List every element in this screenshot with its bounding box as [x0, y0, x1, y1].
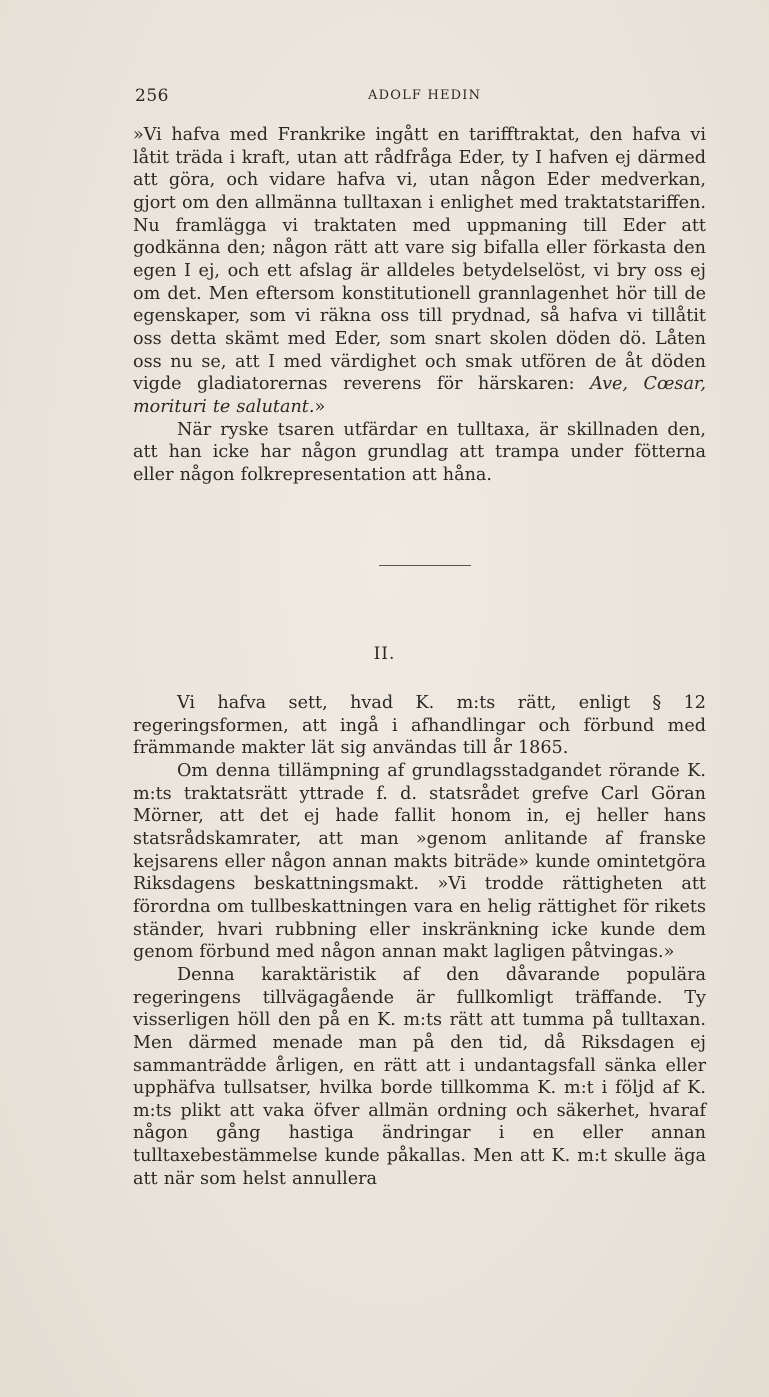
paragraph-morner: Om denna tillämpning af grundlagsstadgandet rörande K. m:ts traktatsrätt yttrade f. d. statsrådet grefve Carl Göran Mörner, att det ej hade fallit honom in, ej heller hans statsrådskamrater, att man »genom anlitande af franske kejsarens eller någon annan makts biträde» kunde omintetgöra Riksdagens beskattningsmakt. »Vi trodde rättigheten att förordna om tullbeskattningen vara en helig rättighet för rikets ständer, hvari rubbning eller inskränkning icke kunde dem genom förbund med någon annan makt lagligen påtvingas.» [133, 760, 706, 963]
quoted-paragraph [133, 124, 706, 419]
section-2-text [133, 692, 706, 1190]
latin-quote: Ave, Cœsar, morituri te salutant. [133, 374, 706, 417]
paragraph-tsar: När ryske tsaren utfärdar en tulltaxa, är skillnaden den, att han icke har någon grundlag att trampa under fötterna eller någon folkrepresentation att håna. [133, 419, 706, 485]
running-head [135, 86, 706, 108]
paragraph-karakteristik: Denna karaktäristik af den dåvarande populära regeringens tillvägagående är fullkomligt träffande. Ty visserligen höll den på en K. m:ts rätt att tumma på tulltaxan. Men därmed menade man på den tid, då Riksdagen ej sammanträdde årligen, en rätt att i undantagsfall sänka eller upphäfva tullsatser, hvilka borde tillkomma K. m:t i följd af K. m:ts plikt att vaka öfver allmän ordning och säkerhet, hvaraf någon gång hastiga ändringar i en eller annan tulltaxebestämmelse kunde påkallas. Men att K. m:t skulle äga att när som helst annullera [133, 964, 706, 1189]
closing-quote-mark: » [314, 396, 326, 417]
page-number: 256 [135, 86, 169, 106]
section-1-text [133, 124, 706, 487]
section-heading: II. [373, 644, 396, 664]
paragraph-regeringsformen: Vi hafva sett, hvad K. m:ts rätt, enligt § 12 regeringsformen, att ingå i afhandlingar och förbund med främmande makter lät sig användas till år 1865. [133, 693, 706, 759]
running-title: ADOLF HEDIN [368, 88, 482, 103]
section-divider [379, 565, 471, 566]
quoted-paragraph-text: »Vi hafva med Frankrike ingått en tarifftraktat, den hafva vi låtit träda i kraft, utan att rådfråga Eder, ty I hafven ej därmed att göra, och vidare hafva vi, utan någon Eder medverkan, gjort om den allmänna tulltaxan i enlighet med traktatstariffen. Nu framlägga vi traktaten med uppmaning till Eder att godkänna den; någon rätt att vare sig bifalla eller förkasta den egen I ej, och ett afslag är alldeles betydelselöst, vi bry oss ej om det. Men eftersom konstitutionell grannlagenhet hör till de egenskaper, som vi räkna oss till prydnad, så hafva vi tillåtit oss detta skämt med Eder, som snart skolen döden dö. Låten oss nu se, att I med värdighet och smak utfören de åt döden vigde gladiatorernas reverens för härskaren: [133, 125, 706, 395]
